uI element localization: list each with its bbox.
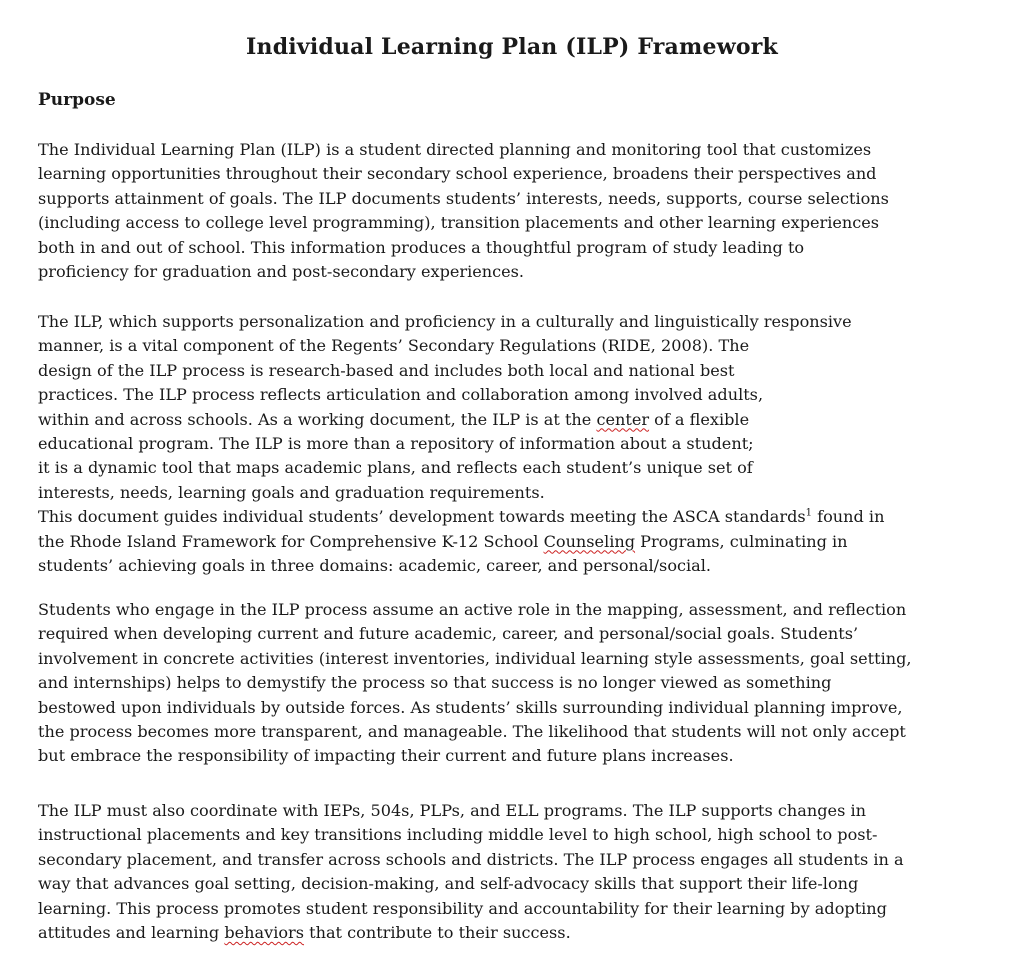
paragraph-line: it is a dynamic tool that maps academic plans, and reflects each student’s unique set of: [38, 458, 753, 478]
text-run: found in: [812, 507, 885, 527]
spellcheck-flagged-word: behaviors: [224, 923, 305, 943]
paragraph-line: The ILP, which supports personalization and proficiency in a culturally and linguistically responsive: [38, 312, 852, 331]
paragraph-line: (including access to college level programming), transition placements and other learning experiences: [38, 213, 880, 233]
paragraph-coordination: [38, 799, 904, 945]
paragraph-line: [38, 921, 904, 945]
paragraph-line: [38, 505, 884, 529]
paragraph-line: The Individual Learning Plan (ILP) is a student directed planning and monitoring tool that customizes: [38, 140, 872, 159]
document-title: Individual Learning Plan (ILP) Framework: [246, 34, 778, 60]
paragraph-line: bestowed upon individuals by outside forces. As students’ skills surrounding individual planning improve,: [38, 697, 903, 717]
paragraph-line: [38, 530, 884, 554]
paragraph-line: way that advances goal setting, decision-making, and self-advocacy skills that support their life-long: [38, 874, 859, 894]
paragraph-line: The ILP must also coordinate with IEPs, 504s, PLPs, and ELL programs. The ILP supports changes in: [38, 801, 866, 820]
paragraph-student-engagement: [38, 598, 912, 769]
paragraph-line: manner, is a vital component of the Regents’ Secondary Regulations (RIDE, 2008). The: [38, 336, 750, 356]
text-run: the Rhode Island Framework for Comprehensive K-12 School: [38, 531, 544, 551]
paragraph-line: involvement in concrete activities (interest inventories, individual learning style assessments, goal setting,: [38, 648, 912, 668]
text-run: attitudes and learning: [38, 923, 225, 943]
paragraph-line: and internships) helps to demystify the process so that success is no longer viewed as something: [38, 673, 832, 693]
paragraph-line: design of the ILP process is research-based and includes both local and national best: [38, 360, 735, 380]
paragraph-line: [38, 408, 884, 432]
spellcheck-flagged-word: center: [596, 409, 650, 429]
paragraph-purpose: [38, 138, 889, 284]
paragraph-ilp-regulations: [38, 310, 884, 578]
footnote-marker: 1: [805, 507, 813, 519]
paragraph-line: Students who engage in the ILP process assume an active role in the mapping, assessment, and reflection: [38, 600, 907, 619]
paragraph-line: instructional placements and key transitions including middle level to high school, high school to post-: [38, 825, 878, 845]
paragraph-line: interests, needs, learning goals and graduation requirements.: [38, 482, 545, 502]
paragraph-line: students’ achieving goals in three domains: academic, career, and personal/social.: [38, 556, 712, 576]
section-heading-purpose: Purpose: [38, 90, 116, 110]
paragraph-line: supports attainment of goals. The ILP documents students’ interests, needs, supports, course selections: [38, 188, 889, 208]
spellcheck-flagged-word: Counseling: [543, 531, 636, 551]
paragraph-line: the process becomes more transparent, and manageable. The likelihood that students will not only accept: [38, 722, 906, 742]
paragraph-line: learning opportunities throughout their secondary school experience, broadens their perspectives and: [38, 164, 877, 184]
text-run: of a flexible: [649, 409, 750, 429]
paragraph-line: learning. This process promotes student responsibility and accountability for their learning by adopting: [38, 898, 887, 918]
paragraph-line: but embrace the responsibility of impacting their current and future plans increases.: [38, 746, 734, 766]
text-run: Programs, culminating in: [635, 531, 848, 551]
paragraph-line: proficiency for graduation and post-secondary experiences.: [38, 262, 525, 282]
paragraph-line: secondary placement, and transfer across schools and districts. The ILP process engages all students in a: [38, 849, 904, 869]
paragraph-line: practices. The ILP process reflects articulation and collaboration among involved adults,: [38, 385, 764, 405]
paragraph-line: both in and out of school. This information produces a thoughtful program of study leading to: [38, 237, 805, 257]
text-run: within and across schools. As a working document, the ILP is at the: [38, 409, 597, 429]
text-run: This document guides individual students’ development towards meeting the ASCA standards: [38, 507, 806, 527]
text-run: that contribute to their success.: [304, 923, 571, 943]
paragraph-line: educational program. The ILP is more than a repository of information about a student;: [38, 434, 754, 454]
paragraph-line: required when developing current and future academic, career, and personal/social goals. Students’: [38, 624, 859, 644]
